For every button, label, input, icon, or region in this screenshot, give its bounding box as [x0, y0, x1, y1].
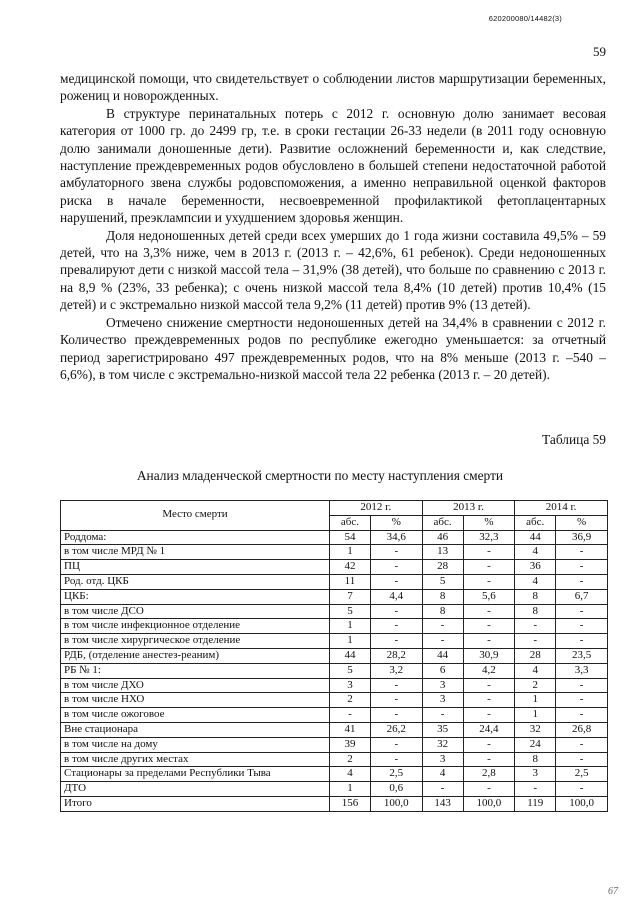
table-header-row [61, 501, 608, 516]
row-label: в том числе инфекционное отделение [61, 619, 330, 634]
cell-abs: 44 [330, 648, 371, 663]
cell-percent: - [556, 604, 608, 619]
cell-percent: 30,9 [463, 648, 515, 663]
cell-abs: 4 [515, 663, 556, 678]
cell-percent: - [556, 693, 608, 708]
year-header-2013: 2013 г. [422, 501, 515, 516]
cell-percent: - [556, 752, 608, 767]
table-label: Таблица 59 [542, 432, 606, 447]
cell-abs: 6 [422, 663, 463, 678]
cell-abs: 8 [515, 589, 556, 604]
subheader-percent: % [556, 515, 608, 530]
cell-abs: 5 [330, 663, 371, 678]
cell-abs: 36 [515, 560, 556, 575]
cell-percent: - [463, 693, 515, 708]
mortality-table [60, 500, 608, 812]
cell-percent: 2,5 [370, 767, 422, 782]
table-row [61, 708, 608, 723]
cell-abs: 1 [330, 634, 371, 649]
cell-abs: 143 [422, 796, 463, 811]
table-row [61, 796, 608, 811]
cell-percent: - [463, 574, 515, 589]
cell-abs: 5 [330, 604, 371, 619]
cell-abs: 3 [422, 678, 463, 693]
cell-percent: - [370, 634, 422, 649]
cell-percent: 24,4 [463, 722, 515, 737]
cell-percent: - [370, 545, 422, 560]
cell-abs: 3 [422, 752, 463, 767]
cell-abs: 8 [422, 589, 463, 604]
cell-abs: 11 [330, 574, 371, 589]
cell-percent: - [463, 560, 515, 575]
place-column-header: Место смерти [61, 501, 330, 531]
cell-percent: - [463, 752, 515, 767]
cell-percent: 26,2 [370, 722, 422, 737]
table-row [61, 589, 608, 604]
table-row [61, 782, 608, 797]
row-label: Род. отд. ЦКБ [61, 574, 330, 589]
cell-percent: 6,7 [556, 589, 608, 604]
row-label: РБ № 1: [61, 663, 330, 678]
cell-abs: 1 [515, 708, 556, 723]
cell-percent: - [463, 782, 515, 797]
subheader-percent: % [370, 515, 422, 530]
page-number: 59 [593, 44, 606, 59]
corner-mark: 67 [608, 886, 618, 897]
cell-abs: 2 [330, 752, 371, 767]
cell-percent: 23,5 [556, 648, 608, 663]
table-row [61, 722, 608, 737]
cell-percent: 28,2 [370, 648, 422, 663]
table-row [61, 678, 608, 693]
cell-percent: - [463, 619, 515, 634]
cell-percent: 36,9 [556, 530, 608, 545]
cell-abs: 32 [515, 722, 556, 737]
cell-abs: 2 [330, 693, 371, 708]
cell-percent: 4,2 [463, 663, 515, 678]
paragraph-premature-share: Доля недоношенных детей среди всех умерших до 1 года жизни составила 49,5% – 59 детей, что на 3,3% ниже, чем в 2013 г. (2013 г. – 42,6%, 61 ребенок). Среди недоношенных превалируют дети с низкой массой тела – 31,9% (38 детей), что больше по сравнению с 2013 г. на 8,9 % (23%, 33 ребенка); с очень низкой массой тела 8,4% (10 детей) против 10,4% (15 детей) и с экстремально низкой массой тела 9,2% (11 детей) против 9% (13 детей). [60, 227, 606, 313]
table-row [61, 545, 608, 560]
row-label: Стационары за пределами Республики Тыва [61, 767, 330, 782]
cell-abs: 7 [330, 589, 371, 604]
cell-percent: 34,6 [370, 530, 422, 545]
row-label: в том числе МРД № 1 [61, 545, 330, 560]
cell-abs: 46 [422, 530, 463, 545]
cell-abs: 35 [422, 722, 463, 737]
cell-abs: 119 [515, 796, 556, 811]
row-label: в том числе ДХО [61, 678, 330, 693]
cell-abs: 3 [422, 693, 463, 708]
cell-abs: 42 [330, 560, 371, 575]
cell-percent: - [463, 708, 515, 723]
cell-percent: 5,6 [463, 589, 515, 604]
cell-abs: 54 [330, 530, 371, 545]
document-code: 620200080/14482(3) [488, 14, 562, 23]
row-label: РДБ, (отделение анестез-реаним) [61, 648, 330, 663]
cell-percent: - [370, 619, 422, 634]
cell-abs: - [330, 708, 371, 723]
cell-abs: 1 [515, 693, 556, 708]
row-label: ПЦ [61, 560, 330, 575]
cell-percent: - [463, 634, 515, 649]
row-label: в том числе ожоговое [61, 708, 330, 723]
table-row [61, 634, 608, 649]
cell-percent: - [556, 678, 608, 693]
cell-abs: 2 [515, 678, 556, 693]
cell-abs: 156 [330, 796, 371, 811]
row-label: Роддома: [61, 530, 330, 545]
table-row [61, 767, 608, 782]
table-row [61, 693, 608, 708]
cell-percent: - [463, 604, 515, 619]
cell-abs: - [515, 619, 556, 634]
cell-abs: 4 [515, 545, 556, 560]
cell-percent: - [556, 560, 608, 575]
year-header-2014: 2014 г. [515, 501, 608, 516]
year-header-2012: 2012 г. [330, 501, 423, 516]
cell-abs: 4 [422, 767, 463, 782]
row-label: в том числе других местах [61, 752, 330, 767]
table-row [61, 752, 608, 767]
row-label: ДТО [61, 782, 330, 797]
cell-abs: 28 [422, 560, 463, 575]
cell-abs: - [515, 634, 556, 649]
table-row [61, 574, 608, 589]
cell-percent: 0,6 [370, 782, 422, 797]
cell-percent: - [370, 574, 422, 589]
cell-percent: 100,0 [463, 796, 515, 811]
cell-abs: - [422, 782, 463, 797]
row-label: Вне стационара [61, 722, 330, 737]
table-row [61, 530, 608, 545]
cell-abs: 4 [330, 767, 371, 782]
cell-percent: - [556, 634, 608, 649]
paragraph-perinatal-losses: В структуре перинатальных потерь с 2012 г. основную долю занимает весовая категория от 1000 гр. до 2499 гр, т.е. в сроки гестации 26-33 недели (в 2011 году основную долю занимали доношенные дети). Развитие осложнений беременности и, как следствие, наступление преждевременных родов обусловлено в большей степени недостаточной работой амбулаторного звена службы родовспоможения, а именно неправильной оценкой факторов риска в начале беременности, несвоевременной профилактикой фетоплацентарных нарушений, преэклампсии и ухудшением здоровья женщин. [60, 105, 606, 226]
cell-percent: 3,3 [556, 663, 608, 678]
cell-abs: - [515, 782, 556, 797]
cell-abs: 39 [330, 737, 371, 752]
cell-abs: 5 [422, 574, 463, 589]
row-label: в том числе хирургическое отделение [61, 634, 330, 649]
cell-abs: 44 [515, 530, 556, 545]
cell-abs: - [422, 619, 463, 634]
cell-abs: - [422, 708, 463, 723]
cell-abs: 44 [422, 648, 463, 663]
cell-percent: - [370, 737, 422, 752]
row-label: Итого [61, 796, 330, 811]
cell-percent: - [556, 708, 608, 723]
cell-abs: 1 [330, 545, 371, 560]
row-label: ЦКБ: [61, 589, 330, 604]
subheader-percent: % [463, 515, 515, 530]
row-label: в том числе НХО [61, 693, 330, 708]
cell-percent: - [370, 752, 422, 767]
cell-percent: - [463, 545, 515, 560]
cell-abs: 3 [330, 678, 371, 693]
cell-percent: - [556, 545, 608, 560]
paragraph-continuation: медицинской помощи, что свидетельствует о соблюдении листов маршрутизации беременных, рожениц и новорожденных. [60, 71, 606, 104]
table-caption: Анализ младенческой смертности по месту наступления смерти [136, 468, 504, 483]
subheader-abs: абс. [330, 515, 371, 530]
cell-abs: 8 [422, 604, 463, 619]
cell-abs: 32 [422, 737, 463, 752]
cell-abs: 13 [422, 545, 463, 560]
cell-abs: 8 [515, 752, 556, 767]
cell-percent: - [370, 678, 422, 693]
cell-percent: - [463, 678, 515, 693]
cell-percent: - [463, 737, 515, 752]
cell-percent: 2,8 [463, 767, 515, 782]
row-label: в том числе ДСО [61, 604, 330, 619]
cell-percent: - [556, 619, 608, 634]
cell-abs: 3 [515, 767, 556, 782]
cell-percent: 2,5 [556, 767, 608, 782]
row-label: в том числе на дому [61, 737, 330, 752]
cell-abs: 1 [330, 782, 371, 797]
table-row [61, 560, 608, 575]
cell-abs: 4 [515, 574, 556, 589]
table-row [61, 604, 608, 619]
cell-percent: - [370, 560, 422, 575]
cell-percent: - [556, 782, 608, 797]
table-row [61, 663, 608, 678]
table-row [61, 737, 608, 752]
table-row [61, 648, 608, 663]
cell-percent: 32,3 [463, 530, 515, 545]
cell-percent: - [370, 708, 422, 723]
cell-percent: - [556, 737, 608, 752]
subheader-abs: абс. [515, 515, 556, 530]
cell-abs: - [422, 634, 463, 649]
subheader-abs: абс. [422, 515, 463, 530]
cell-percent: 100,0 [370, 796, 422, 811]
table-body [61, 530, 608, 811]
cell-abs: 8 [515, 604, 556, 619]
cell-abs: 41 [330, 722, 371, 737]
cell-abs: 28 [515, 648, 556, 663]
body-text [60, 70, 606, 383]
cell-percent: 4,4 [370, 589, 422, 604]
cell-percent: - [370, 693, 422, 708]
cell-percent: - [370, 604, 422, 619]
cell-percent: 3,2 [370, 663, 422, 678]
cell-percent: 100,0 [556, 796, 608, 811]
cell-abs: 1 [330, 619, 371, 634]
cell-percent: 26,8 [556, 722, 608, 737]
paragraph-mortality-decrease: Отмечено снижение смертности недоношенных детей на 34,4% в сравнении с 2012 г. Количество преждевременных родов по республике ежегодно уменьшается: за отчетный период зарегистрировано 497 преждевременных родов, что на 8% меньше (2013 г. –540 – 6,6%), в том числе с экстремально-низкой массой тела 22 ребенка (2013 г. – 20 детей). [60, 314, 606, 382]
table-row [61, 619, 608, 634]
cell-abs: 24 [515, 737, 556, 752]
cell-percent: - [556, 574, 608, 589]
